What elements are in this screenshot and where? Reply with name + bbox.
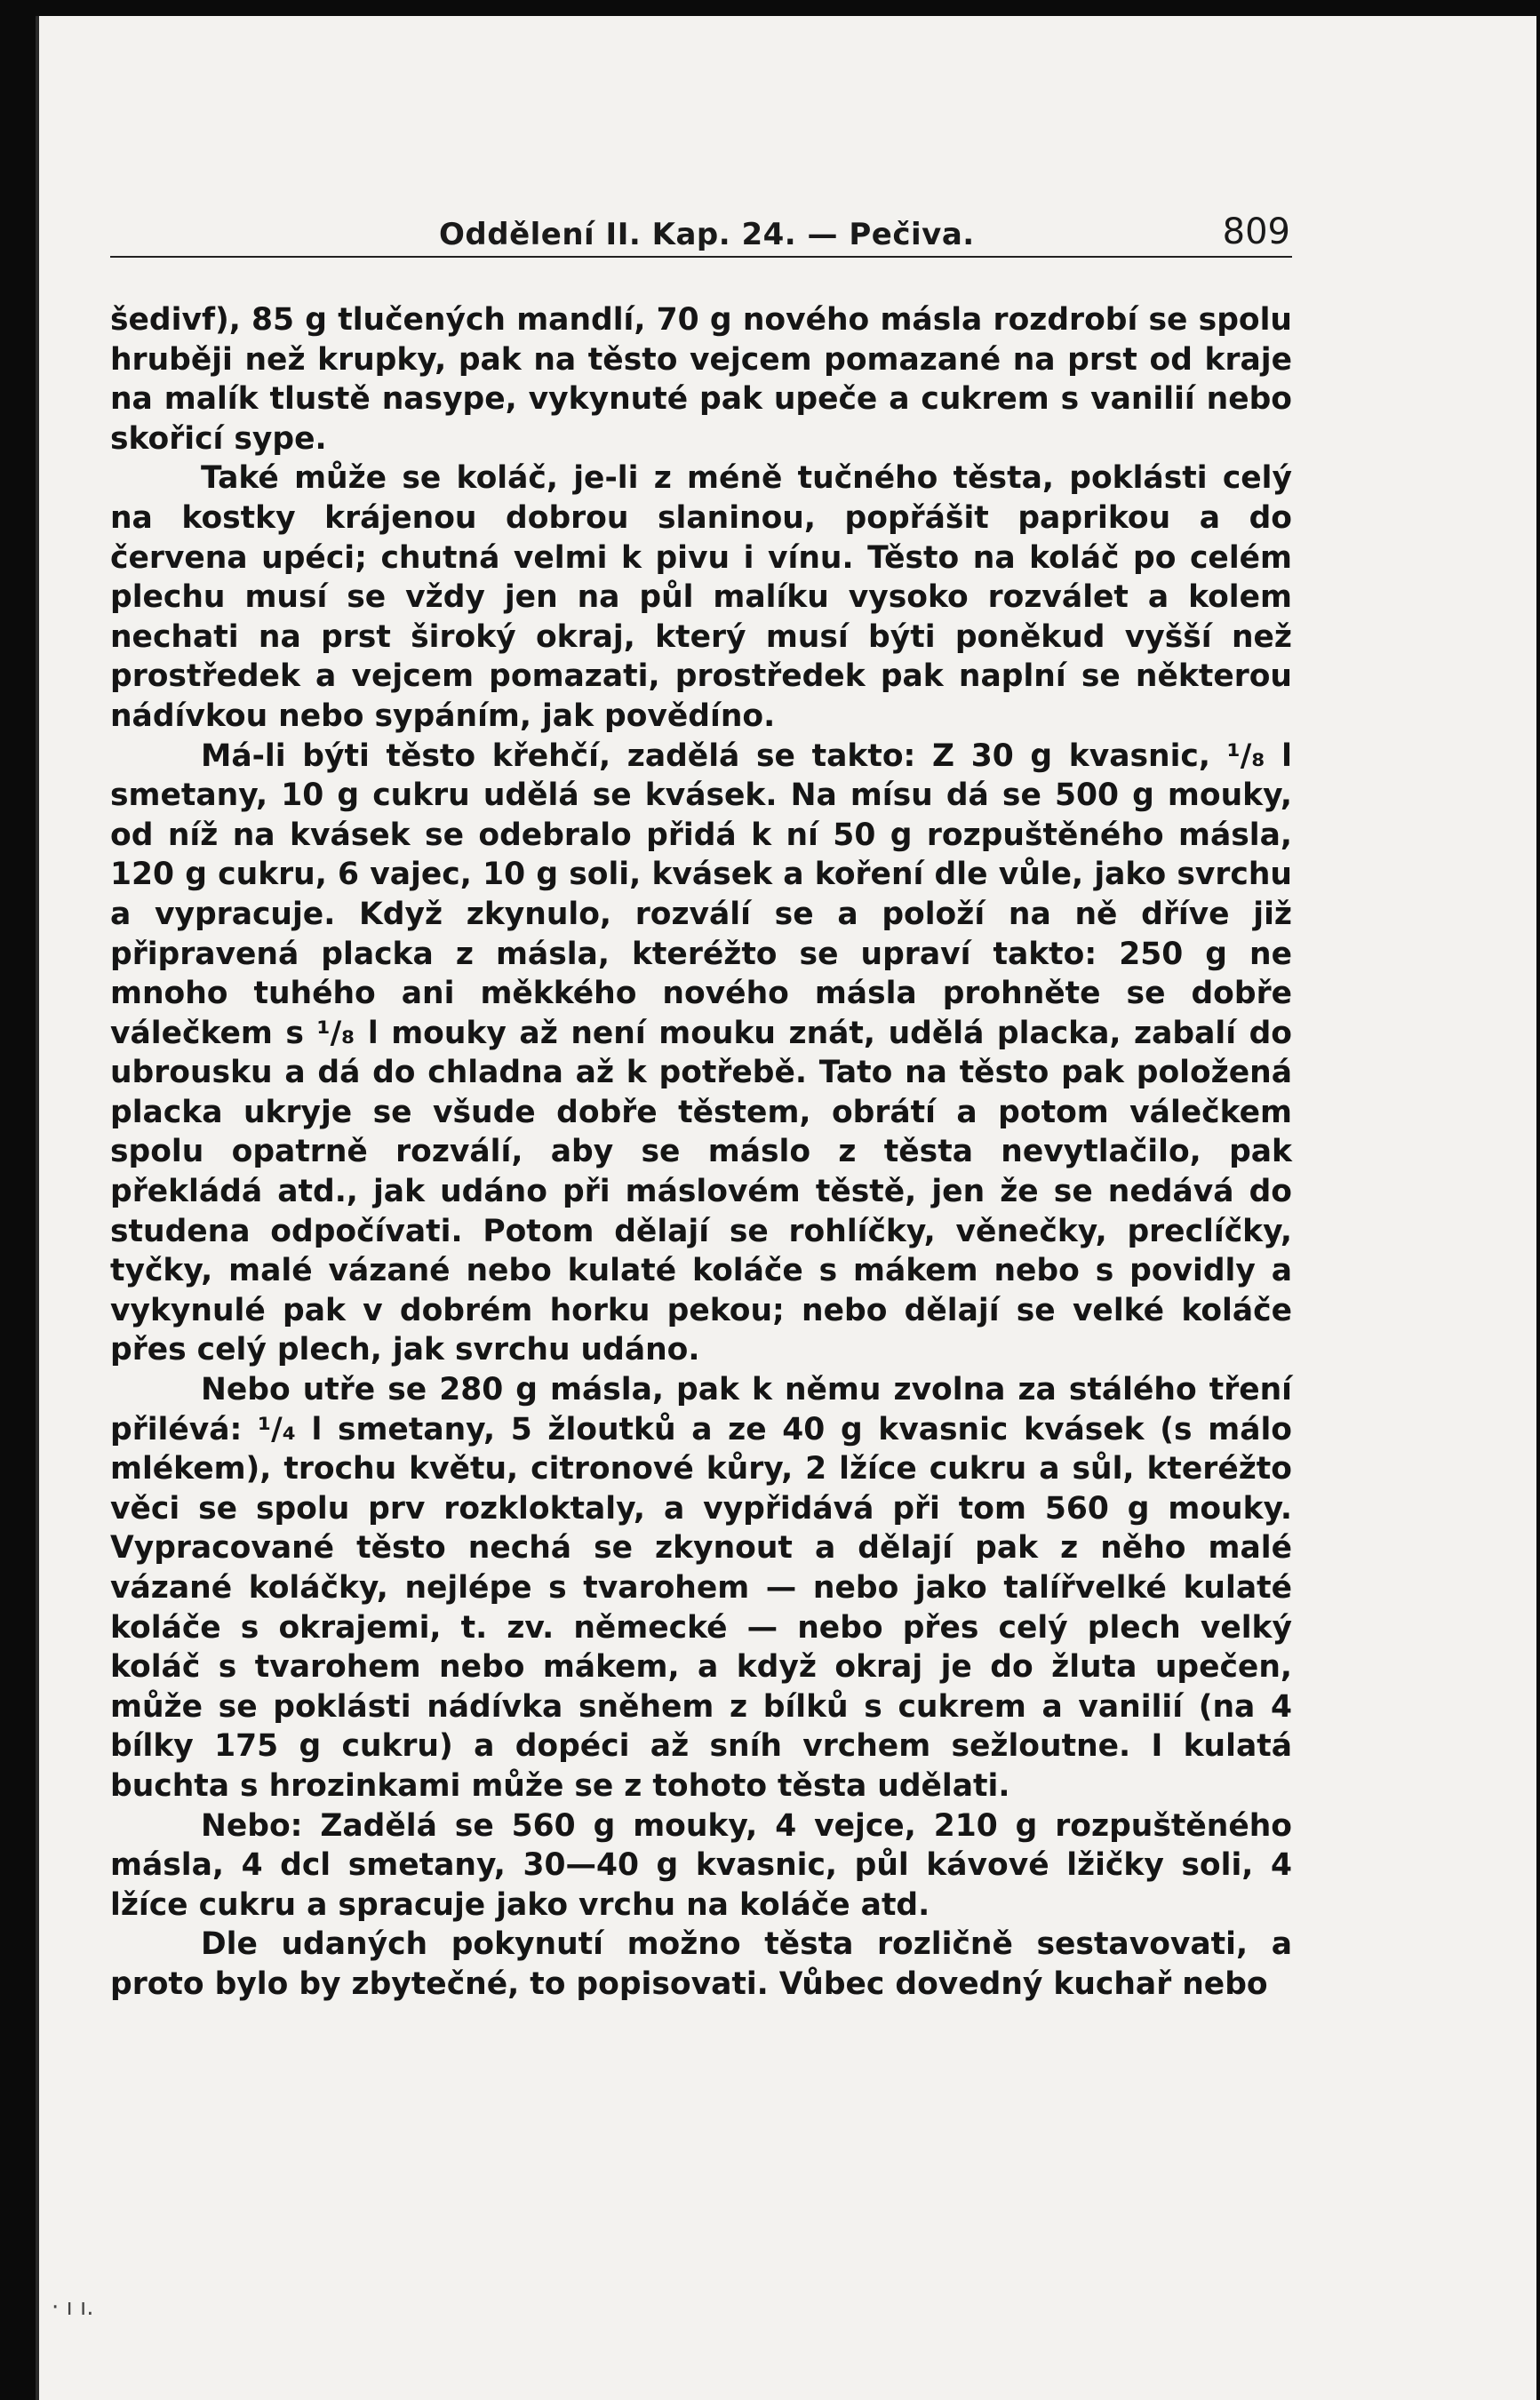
running-header: [110, 203, 1292, 258]
margin-marks: · ı ı.: [52, 2294, 94, 2321]
paragraph-1: šedivf), 85 g tlučených mandlí, 70 g nového másla rozdrobí se spolu hruběji než krupky, pak na těsto vejcem pomazané na prst od kraje na malík tlustě nasype, vykynuté pak upeče a cukrem s vanilií nebo skořicí sype.: [110, 302, 1292, 457]
paragraph-4: Nebo utře se 280 g másla, pak k němu zvolna za stálého tření přilévá: ¹/₄ l smetany, 5 žloutků a ze 40 g kvasnic kvásek (s málo mlékem), trochu květu, citronové kůry, 2 lžíce cukru a sůl, kteréžto věci se spolu prv rozkloktaly, a vypřidává při tom 560 g mouky. Vypracované těsto nechá se zkynout a dělají pak z něho malé vázané koláčky, nejlépe s tvarohem — nebo jako talířvelké kulaté koláče s okrajemi, t. zv. německé — nebo přes celý plech velký koláč s tvarohem nebo mákem, a když okraj je do žluta upečen, může se poklásti nádívka sněhem z bílků s cukrem a vanilií (na 4 bílky 175 g cukru) a dopéci až sníh vrchem sežloutne. I kulatá buchta s hrozinkami může se z tohoto těsta udělati.: [110, 1372, 1292, 1804]
paragraph-3: Má-li býti těsto křehčí, zadělá se takto: Z 30 g kvasnic, ¹/₈ l smetany, 10 g cukru udělá se kvásek. Na mísu dá se 500 g mouky, od níž na kvásek se odebralo přidá k ní 50 g rozpuštěného másla, 120 g cukru, 6 vajec, 10 g soli, kvásek a koření dle vůle, jako svrchu a vypracuje. Když zkynulo, rozválí se a položí na ně dříve již připravená placka z másla, kteréžto se upraví takto: 250 g ne mnoho tuhého ani měkkého nového másla prohněte se dobře válečkem s ¹/₈ l mouky až není mouku znát, udělá placka, zabalí do ubrousku a dá do chladna až k potřebě. Tato na těsto pak položená placka ukryje se všude dobře těstem, obrátí a potom válečkem spolu opatrně rozválí, aby se máslo z těsta nevytlačilo, pak překládá atd., jak udáno při máslovém těstě, jen že se nedává do studena odpočívati. Potom dělají se rohlíčky, věnečky, preclíčky, tyčky, malé vázané nebo kulaté koláče s mákem nebo s povidly a vykynulé pak v dobrém horku pekou; nebo dělají se velké koláče přes celý plech, jak svrchu udáno.: [110, 738, 1292, 1368]
paragraph-5: Nebo: Zadělá se 560 g mouky, 4 vejce, 210 g rozpuštěného másla, 4 dcl smetany, 30—40 g kvasnic, půl kávové lžičky soli, 4 lžíce cukru a spracuje jako vrchu na koláče atd.: [110, 1807, 1292, 1923]
page-body: [110, 300, 1292, 2005]
paragraph-2: Také může se koláč, je-li z méně tučného těsta, poklásti celý na kostky krájenou dobrou slaninou, popřášit paprikou a do červena upéci; chutná velmi k pivu i vínu. Těsto na koláč po celém plechu musí se vždy jen na půl malíku vysoko rozválet a kolem nechati na prst široký okraj, který musí býti poněkud vyšší než prostředek a vejcem pomazati, prostředek pak naplní se některou nádívkou nebo sypáním, jak povědíno.: [110, 460, 1292, 734]
page-number: 809: [1222, 211, 1290, 252]
paragraph-6: Dle udaných pokynutí možno těsta rozličně sestavovati, a proto bylo by zbytečné, to popisovati. Vůbec dovedný kuchař nebo: [110, 1926, 1292, 2002]
chapter-title: Oddělení II. Kap. 24. — Pečiva.: [439, 217, 975, 252]
